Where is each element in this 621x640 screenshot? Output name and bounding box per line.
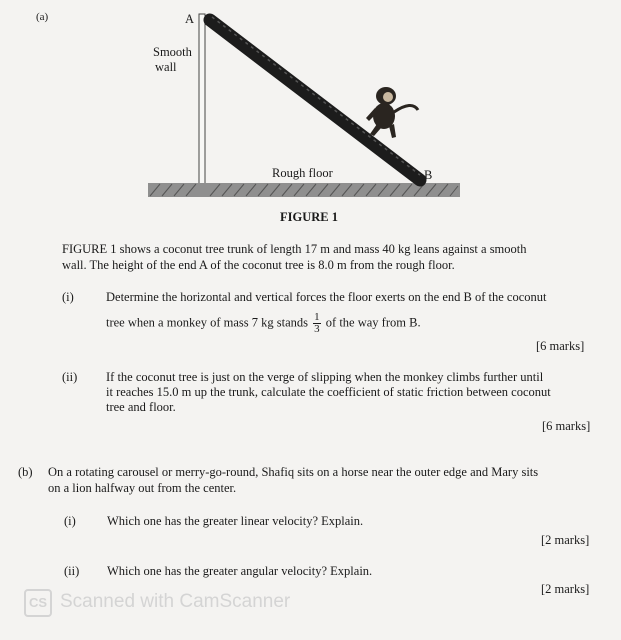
smooth-wall: [199, 14, 205, 186]
q-a-i-line1: Determine the horizontal and vertical forces the floor exerts on the end B of the coconut: [106, 290, 547, 304]
q-a-i-number: (i): [62, 290, 74, 304]
floor-label: Rough floor: [272, 166, 333, 180]
q-b-i-text: Which one has the greater linear velocity? Explain.: [107, 514, 364, 528]
fraction-numerator: 1: [314, 311, 320, 323]
q-a-ii-line2: it reaches 15.0 m up the trunk, calculate the coefficient of static friction between coconut: [106, 385, 551, 399]
part-b-intro-line1: On a rotating carousel or merry-go-round, Shafiq sits on a horse near the outer edge and Mary sits: [48, 465, 539, 479]
q-a-i-line2-post: of the way from B.: [325, 315, 421, 330]
one-third-fraction: [313, 312, 321, 335]
wall-label-line1: Smooth: [153, 45, 192, 59]
q-b-ii-number: (ii): [64, 564, 80, 578]
fraction-denominator: 3: [314, 323, 320, 335]
camscanner-logo-icon: CS: [24, 589, 52, 617]
part-b-intro-line2: on a lion halfway out from the center.: [48, 481, 237, 495]
q-a-ii-number: (ii): [62, 370, 78, 384]
q-b-i-number: (i): [64, 514, 76, 528]
intro-line1-text: FIGURE 1 shows a coconut tree trunk of length 17 m and mass 40 kg leans against a smooth: [62, 242, 527, 256]
monkey-illustration: [366, 87, 418, 138]
q-a-i-marks: [6 marks]: [536, 339, 585, 353]
q-b-ii-text: Which one has the greater angular velocity? Explain.: [107, 564, 373, 578]
wall-label-line2: wall: [155, 60, 177, 74]
part-a-intro-line2: wall. The height of the end A of the coconut tree is 8.0 m from the rough floor.: [62, 258, 455, 272]
q-a-i-line2: [106, 312, 421, 335]
q-b-i-marks: [2 marks]: [541, 533, 590, 547]
point-b-label: B: [424, 168, 433, 182]
point-a-label: A: [185, 12, 195, 26]
part-a-label: (a): [36, 11, 49, 23]
part-b-label: (b): [18, 465, 33, 479]
q-a-ii-line1: If the coconut tree is just on the verge of slipping when the monkey climbs further until: [106, 370, 544, 384]
q-a-ii-marks: [6 marks]: [542, 419, 591, 433]
q-a-ii-line3: tree and floor.: [106, 400, 176, 414]
part-a-intro-line1: [62, 242, 527, 257]
figure-caption: FIGURE 1: [280, 210, 338, 224]
q-a-i-line2-pre: tree when a monkey of mass 7 kg stands: [106, 315, 309, 330]
camscanner-watermark: Scanned with CamScanner: [60, 591, 291, 612]
q-b-ii-marks: [2 marks]: [541, 582, 590, 596]
